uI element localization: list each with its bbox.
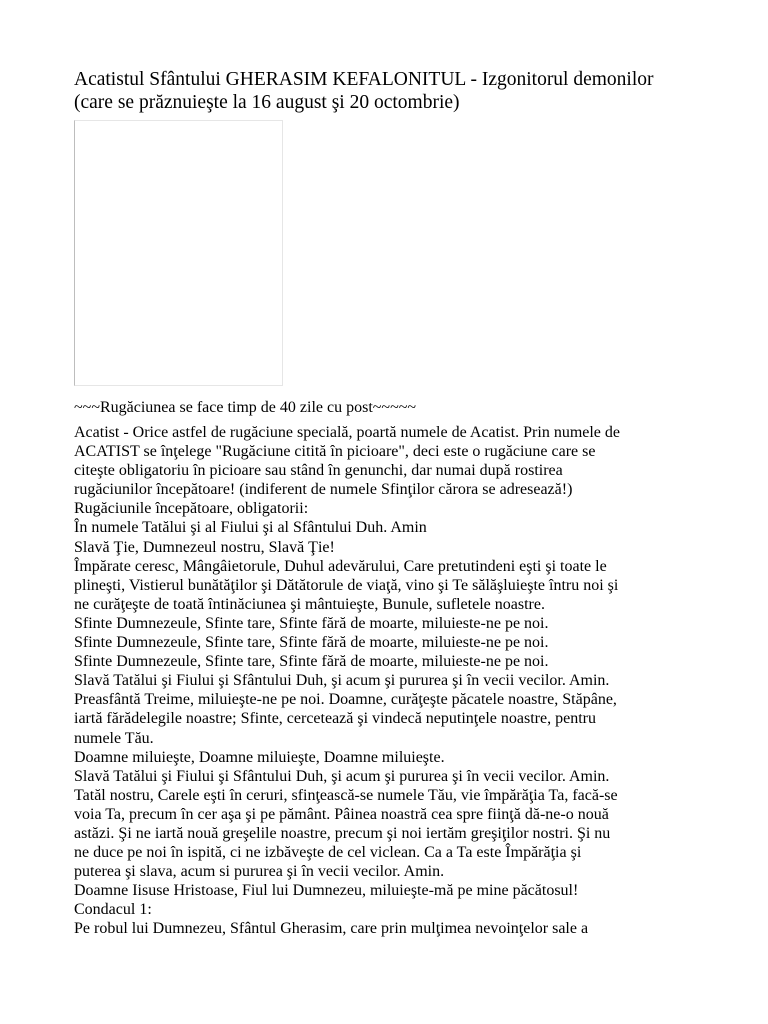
body-line: ne curăţeşte de toată întinăciunea şi mântuieşte, Bunule, sufletele noastre. [74,595,545,613]
body-line: În numele Tatălui şi al Fiului şi al Sfântului Duh. Amin [74,519,427,537]
body-line: ne duce pe noi în ispită, ci ne izbăveşte de cel viclean. Ca a Ta este Împărăţia şi [74,844,582,862]
title-line-2: (care se prăznuieşte la 16 august şi 20 octombrie) [74,92,460,113]
body-line: Condacul 1: [74,901,152,919]
body-line: puterea şi slava, acum si pururea şi în vecii vecilor. Amin. [74,863,445,881]
body-line: Acatist - Orice astfel de rugăciune specială, poartă numele de Acatist. Prin numele de [74,424,621,441]
document-body [74,423,754,939]
body-line: voia Ta, precum în cer aşa şi pe pământ. Pâinea noastră cea spre fiinţă dă-ne-o nouă [74,805,609,823]
body-line: Slavă Tatălui şi Fiului şi Sfântului Duh, şi acum şi pururea şi în vecii vecilor. Amin. [74,672,610,690]
body-line: Doamne Iisuse Hristoase, Fiul lui Dumnezeu, miluieşte-mă pe mine păcătosul! [74,882,579,900]
body-line: plineşti, Vistierul bunătăţilor şi Dătătorule de viaţă, vino şi Te sălăşluieşte întru noi şi [74,576,619,594]
fasting-note: ~~~Rugăciunea se face timp de 40 zile cu post~~~~~ [74,399,417,416]
body-line: Tatăl nostru, Carele eşti în ceruri, sfinţească-se numele Tău, vie împărăţia Ta, facă-se [74,786,618,804]
body-line: numele Tău. [74,729,154,747]
title-line-1: Acatistul Sfântului GHERASIM KEFALONITUL - Izgonitorul demonilor [74,69,654,90]
body-line: Sfinte Dumnezeule, Sfinte tare, Sfinte fără de moarte, miluieste-ne pe noi. [74,614,549,632]
body-line: citeşte obligatoriu în picioare sau stând în genunchi, dar numai după rostirea [74,462,563,480]
body-line: Sfinte Dumnezeule, Sfinte tare, Sfinte fără de moarte, miluieste-ne pe noi. [74,653,549,671]
body-line: iartă fărădelegile noastre; Sfinte, cercetează şi vindecă neputinţele noastre, pentru [74,710,596,728]
body-line: Pe robul lui Dumnezeu, Sfântul Gherasim, care prin mulţimea nevoinţelor sale a [74,920,589,938]
body-line: Împărate ceresc, Mângâietorule, Duhul adevărului, Care pretutindeni eşti şi toate le [74,557,607,575]
body-line: Doamne miluieşte, Doamne miluieşte, Doamne miluieşte. [74,748,445,766]
body-line: rugăciunilor începătoare! (indiferent de numele Sfinţilor cărora se adresează!) [74,481,573,499]
body-line: Slavă Tatălui şi Fiului şi Sfântului Duh, şi acum şi pururea şi în vecii vecilor. Amin. [74,767,610,785]
body-line: Preasfântă Treime, miluieşte-ne pe noi. Doamne, curăţeşte păcatele noastre, Stăpâne, [74,691,617,709]
body-line: ACATIST se înţelege "Rugăciune citită în picioare", deci este o rugăciune care se [74,443,596,461]
document-title [74,68,754,114]
body-line: Rugăciunile începătoare, obligatorii: [74,500,309,518]
body-line: Slavă Ţie, Dumnezeul nostru, Slavă Ţie! [74,538,335,556]
body-line: Sfinte Dumnezeule, Sfinte tare, Sfinte fără de moarte, miluieste-ne pe noi. [74,634,549,652]
saint-image-placeholder [74,120,283,386]
body-line: astăzi. Şi ne iartă nouă greşelile noastre, precum şi noi iertăm greşiţilor nostri. Şi nu [74,824,611,842]
